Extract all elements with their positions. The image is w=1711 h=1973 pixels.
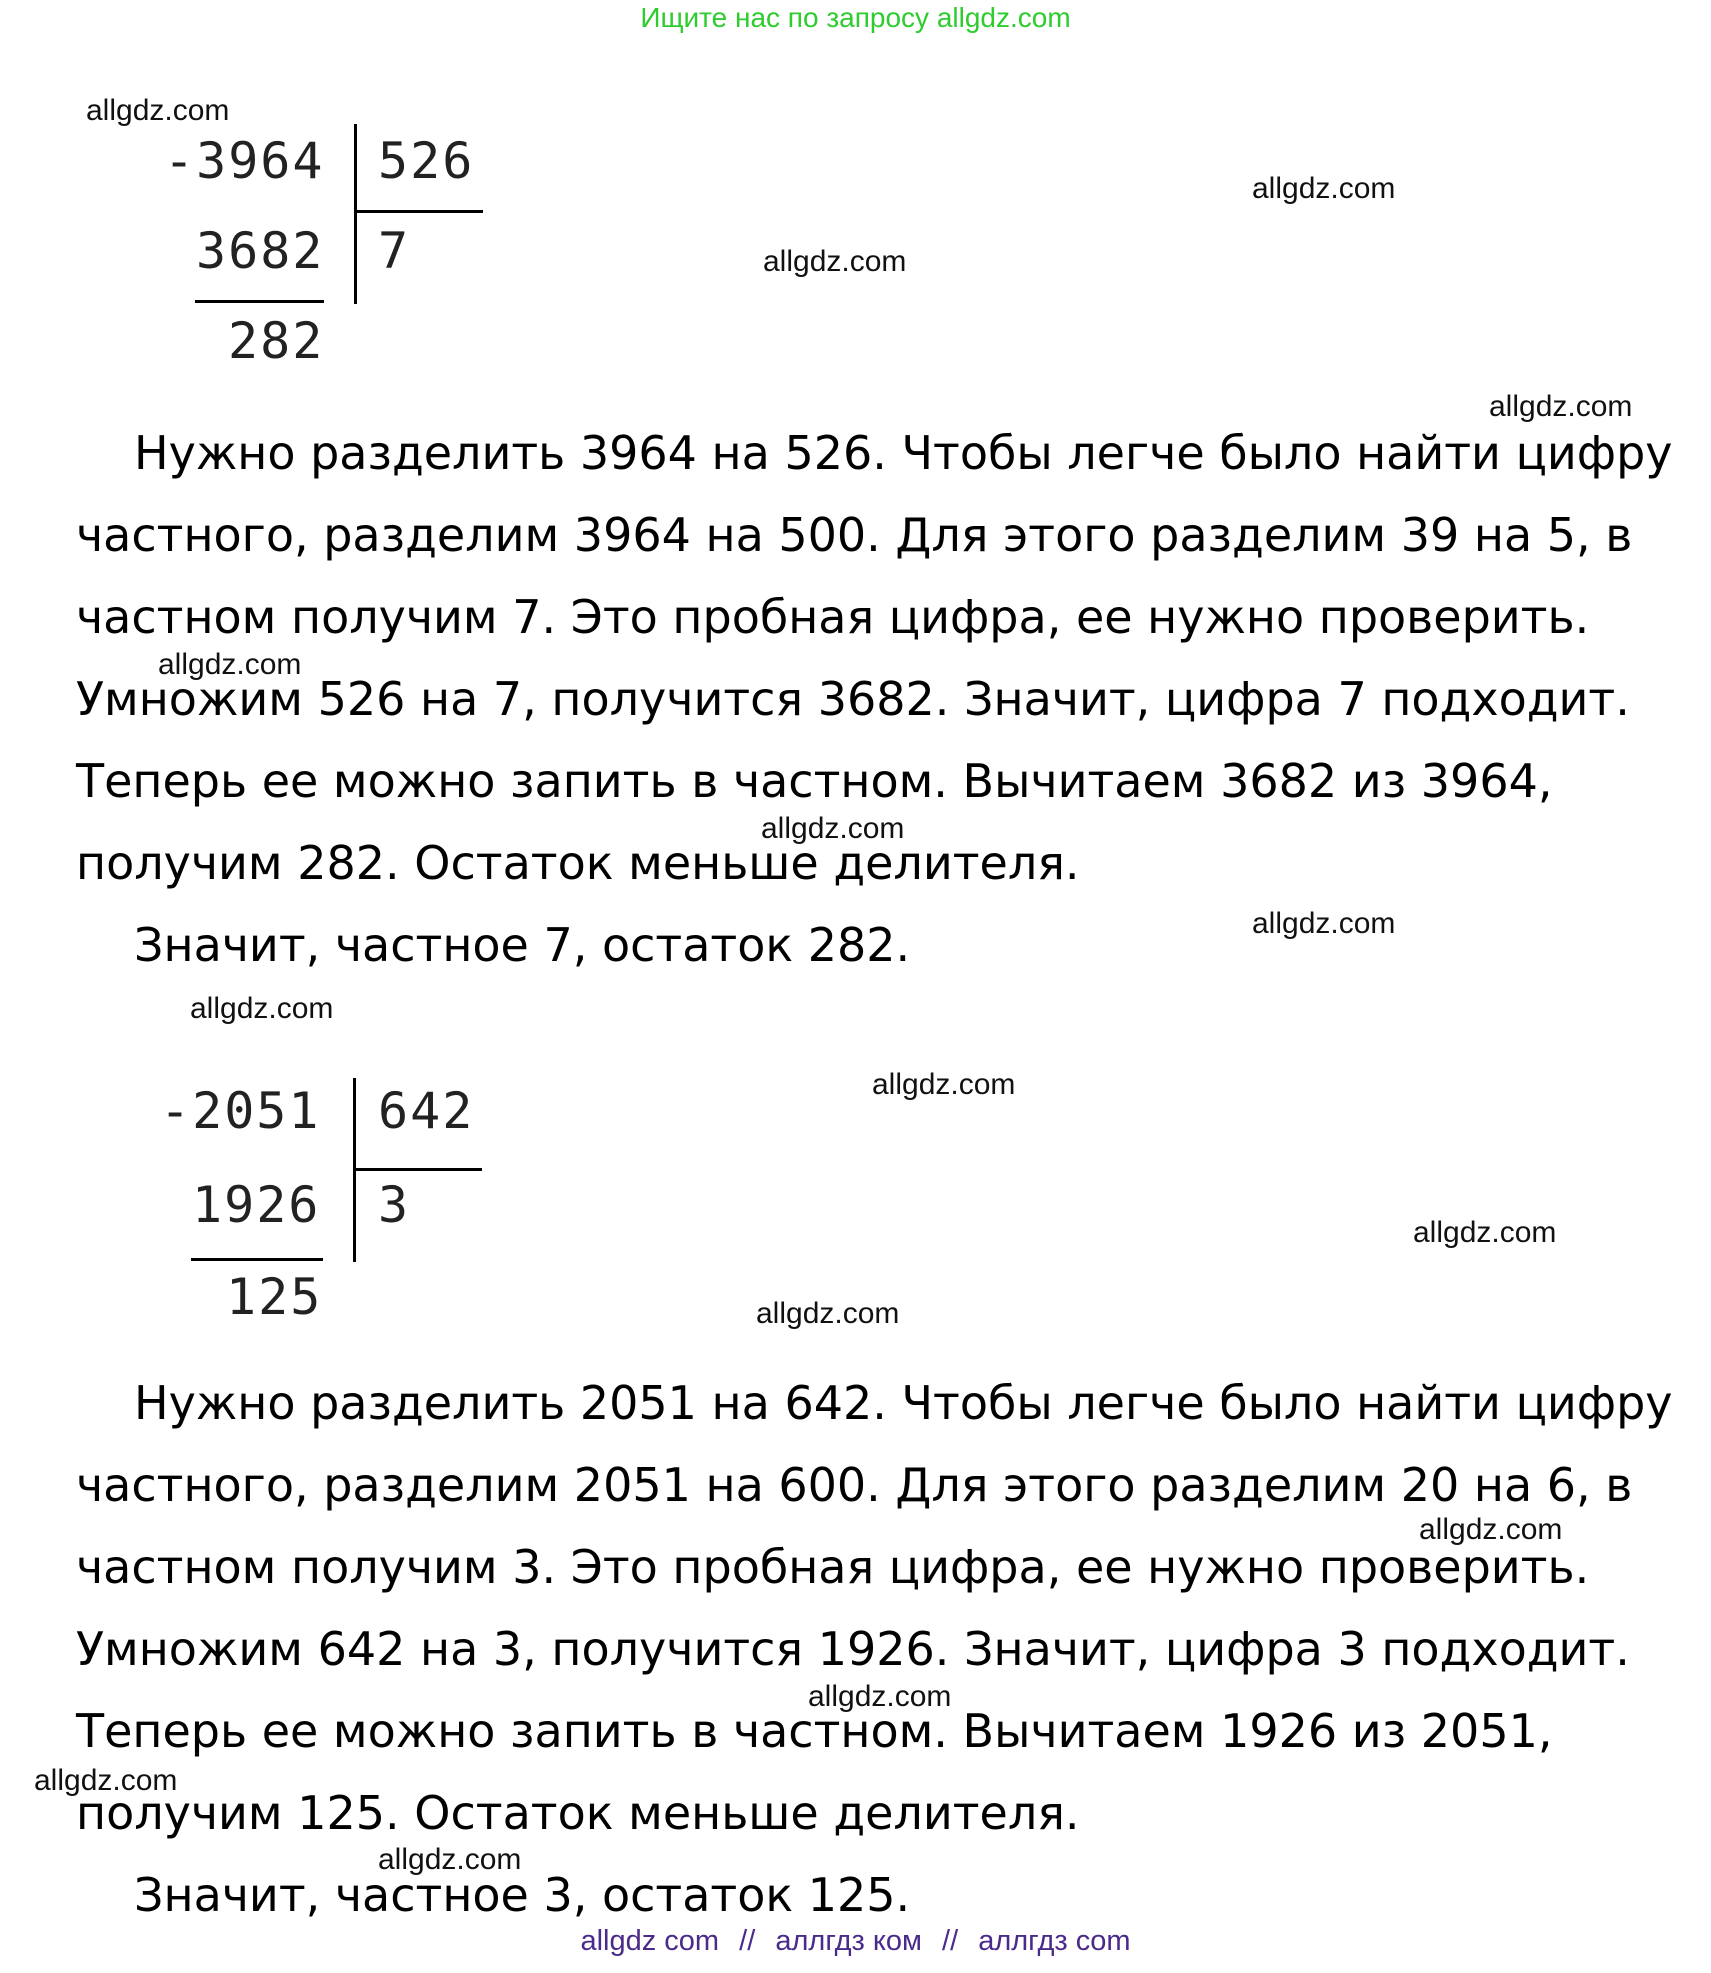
watermark: allgdz.com — [1489, 390, 1633, 423]
watermark: allgdz.com — [1252, 907, 1396, 940]
watermark: allgdz.com — [86, 94, 230, 127]
conclusion-line: Значит, частное 3, остаток 125. — [134, 1868, 911, 1922]
paragraph-line: частном получим 7. Это пробная цифра, ее нужно проверить. — [76, 590, 1590, 644]
quotient: 3 — [378, 1176, 411, 1234]
watermark: allgdz.com — [1252, 172, 1396, 205]
paragraph-line: получим 125. Остаток меньше делителя. — [76, 1786, 1080, 1840]
footer-link-allgdz-cyrillic[interactable]: аллгдз ком — [775, 1925, 922, 1957]
watermark: allgdz.com — [1413, 1216, 1557, 1249]
watermark: allgdz.com — [158, 648, 302, 681]
paragraph-line: частного, разделим 3964 на 500. Для этого разделим 39 на 5, в — [76, 508, 1633, 562]
footer-separator: // — [942, 1925, 959, 1957]
top-banner[interactable]: Ищите нас по запросу allgdz.com — [640, 2, 1071, 33]
divisor: 526 — [378, 132, 475, 190]
subtraction-line — [191, 1258, 323, 1261]
paragraph-line: частного, разделим 2051 на 600. Для этого разделим 20 на 6, в — [76, 1458, 1633, 1512]
watermark: allgdz.com — [761, 812, 905, 845]
quotient: 7 — [378, 222, 411, 280]
watermark: allgdz.com — [378, 1843, 522, 1876]
footer-link-allgdz-mixed[interactable]: аллгдз com — [978, 1925, 1131, 1957]
division-horizontal-line — [355, 1168, 482, 1171]
watermark: allgdz.com — [763, 245, 907, 278]
watermark: allgdz.com — [872, 1068, 1016, 1101]
paragraph-line: Нужно разделить 3964 на 526. Чтобы легче было найти цифру — [134, 426, 1673, 480]
dividend: -2051 — [160, 1082, 321, 1140]
paragraph-line: Нужно разделить 2051 на 642. Чтобы легче было найти цифру — [134, 1376, 1673, 1430]
dividend: -3964 — [164, 132, 325, 190]
subtrahend: 3682 — [196, 222, 325, 280]
footer-links — [0, 1925, 1711, 1958]
division-horizontal-line — [356, 210, 483, 213]
division-vertical-line — [354, 124, 357, 304]
divisor: 642 — [378, 1082, 475, 1140]
footer-separator: // — [739, 1925, 756, 1957]
watermark: allgdz.com — [34, 1764, 178, 1797]
paragraph-line: Теперь ее можно запить в частном. Вычитаем 3682 из 3964, — [76, 754, 1553, 808]
paragraph-line: частном получим 3. Это пробная цифра, ее нужно проверить. — [76, 1540, 1590, 1594]
watermark: allgdz.com — [190, 992, 334, 1025]
conclusion-line: Значит, частное 7, остаток 282. — [134, 918, 911, 972]
subtrahend: 1926 — [192, 1176, 321, 1234]
watermark: allgdz.com — [756, 1297, 900, 1330]
paragraph-line: Умножим 642 на 3, получится 1926. Значит, цифра 3 подходит. — [76, 1622, 1630, 1676]
remainder: 282 — [228, 312, 325, 370]
watermark: allgdz.com — [808, 1680, 952, 1713]
paragraph-line: получим 282. Остаток меньше делителя. — [76, 836, 1080, 890]
paragraph-line: Умножим 526 на 7, получится 3682. Значит, цифра 7 подходит. — [76, 672, 1630, 726]
footer-link-allgdz[interactable]: allgdz com — [580, 1925, 720, 1957]
subtraction-line — [195, 300, 324, 303]
watermark: allgdz.com — [1419, 1513, 1563, 1546]
remainder: 125 — [226, 1268, 323, 1326]
paragraph-line: Теперь ее можно запить в частном. Вычитаем 1926 из 2051, — [76, 1704, 1553, 1758]
